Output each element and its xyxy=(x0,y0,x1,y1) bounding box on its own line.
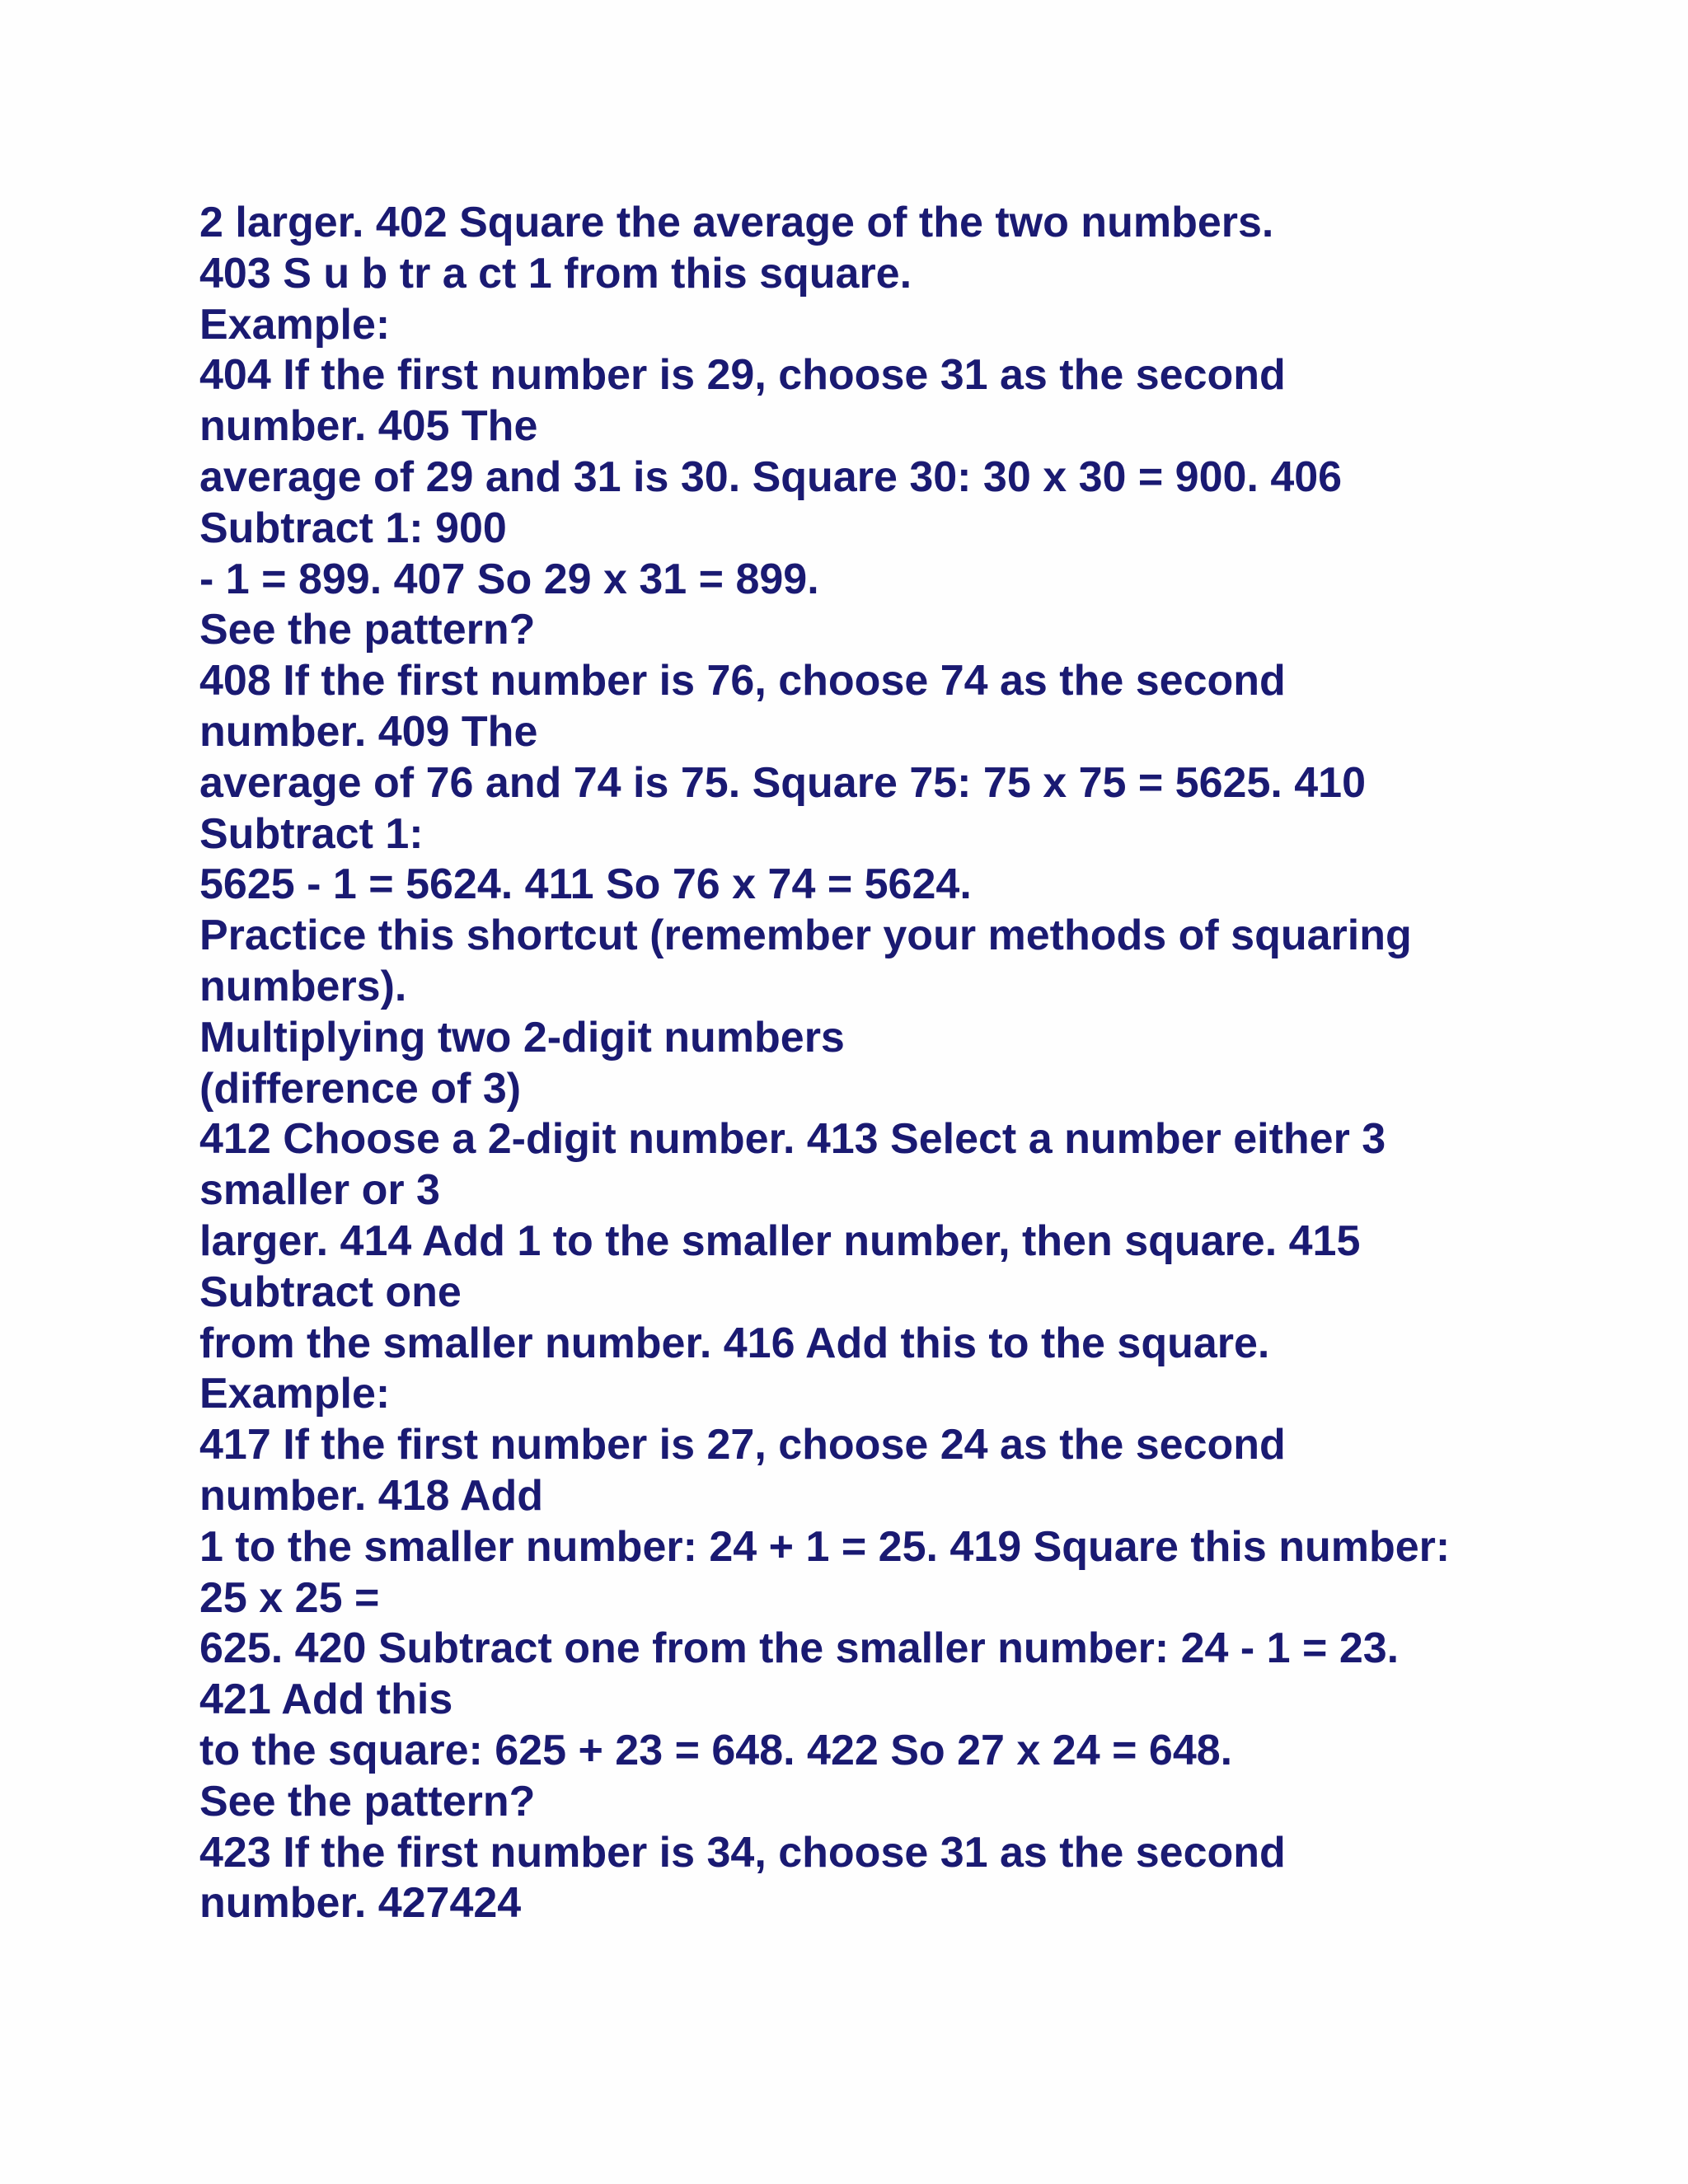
text-line: 417 If the first number is 27, choose 24 as the second xyxy=(199,1421,1286,1469)
text-line: 5625 - 1 = 5624. 411 So 76 x 74 = 5624. xyxy=(199,860,972,909)
text-line: Subtract one xyxy=(199,1268,462,1316)
text-line: Practice this shortcut (remember your methods of squaring xyxy=(199,912,1412,960)
text-line: Example: xyxy=(199,300,391,349)
text-line: from the smaller number. 416 Add this to the square. xyxy=(199,1319,1270,1367)
text-line: smaller or 3 xyxy=(199,1166,440,1215)
text-line: 412 Choose a 2-digit number. 413 Select a number either 3 xyxy=(199,1115,1386,1164)
body-text xyxy=(199,198,1551,1929)
text-line: 403 S u b tr a ct 1 from this square. xyxy=(199,249,912,298)
text-line: 625. 420 Subtract one from the smaller number: 24 - 1 = 23. xyxy=(199,1624,1400,1673)
text-line: Subtract 1: xyxy=(199,809,424,858)
text-line: larger. 414 Add 1 to the smaller number, then square. 415 xyxy=(199,1216,1361,1265)
text-line: average of 76 and 74 is 75. Square 75: 75 x 75 = 5625. 410 xyxy=(199,758,1367,807)
text-line: 408 If the first number is 76, choose 74 as the second xyxy=(199,657,1286,705)
text-line: 1 to the smaller number: 24 + 1 = 25. 419 Square this number: xyxy=(199,1522,1451,1571)
text-line: numbers). xyxy=(199,962,407,1010)
text-line: number. 409 The xyxy=(199,707,538,756)
text-line: number. 418 Add xyxy=(199,1471,544,1520)
text-line: number. 427424 xyxy=(199,1879,522,1928)
text-line: 404 If the first number is 29, choose 31 as the second xyxy=(199,351,1286,400)
text-line: to the square: 625 + 23 = 648. 422 So 27 x 24 = 648. xyxy=(199,1726,1233,1774)
section-heading: Multiplying two 2-digit numbers xyxy=(199,1013,845,1062)
text-line: 423 If the first number is 34, choose 31 as the second xyxy=(199,1828,1286,1877)
text-line: 421 Add this xyxy=(199,1675,453,1724)
text-line: 2 larger. 402 Square the average of the two numbers. xyxy=(199,199,1274,246)
text-line: Example: xyxy=(199,1370,391,1418)
text-line: number. 405 The xyxy=(199,402,538,451)
text-line: Subtract 1: 900 xyxy=(199,504,507,552)
text-line: See the pattern? xyxy=(199,606,536,654)
text-line: See the pattern? xyxy=(199,1777,536,1825)
text-line: - 1 = 899. 407 So 29 x 31 = 899. xyxy=(199,555,819,603)
section-heading: (difference of 3) xyxy=(199,1064,522,1113)
text-line: average of 29 and 31 is 30. Square 30: 30 x 30 = 900. 406 xyxy=(199,452,1343,501)
text-line: 25 x 25 = xyxy=(199,1573,380,1622)
